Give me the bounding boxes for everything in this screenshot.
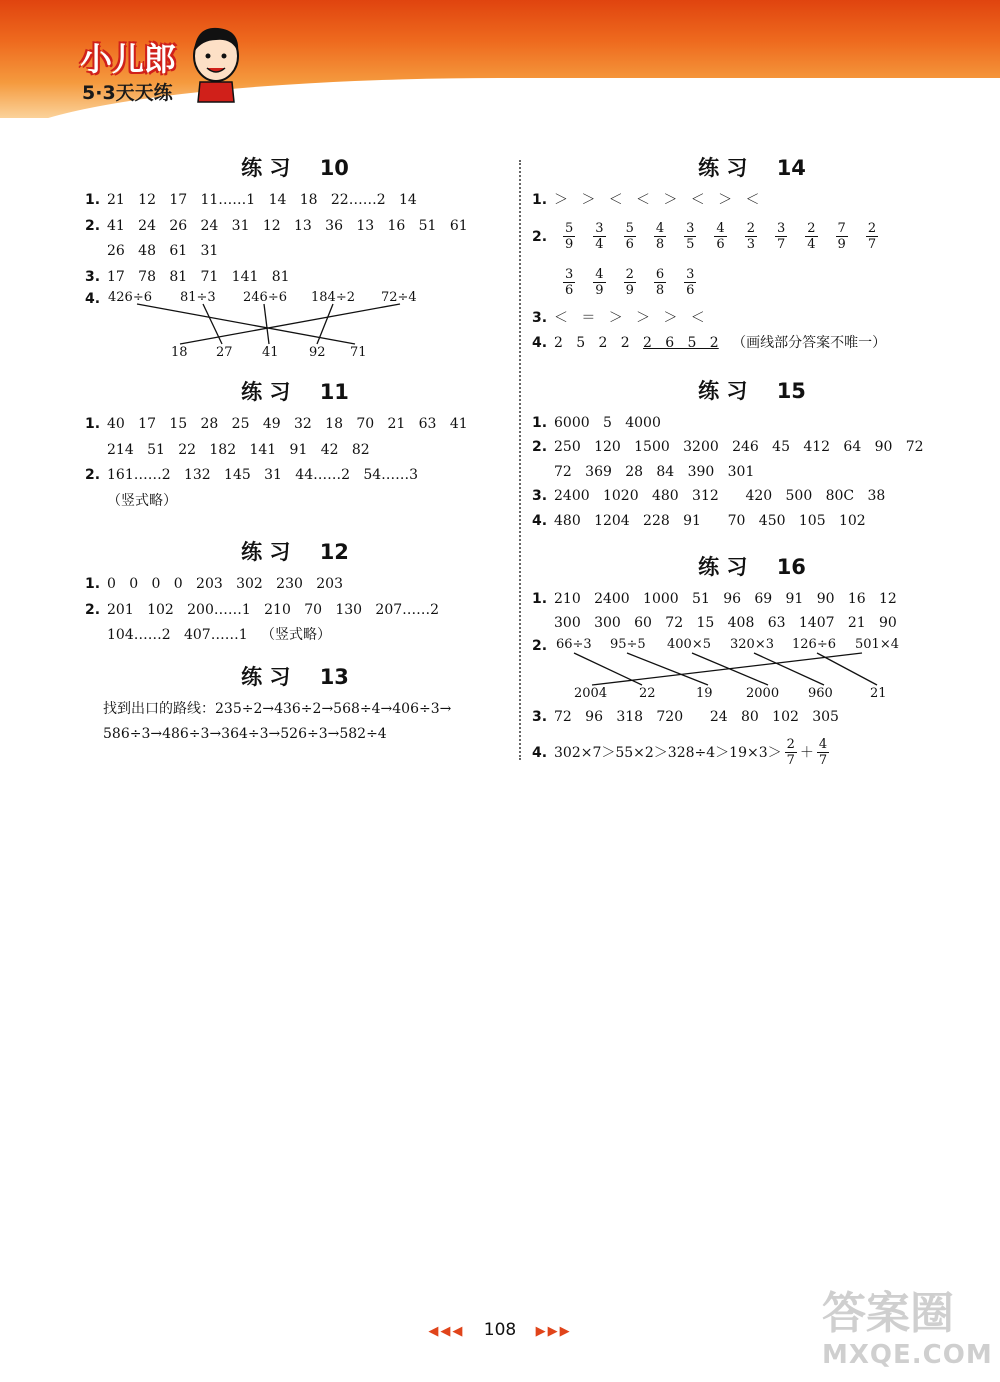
match-bottom: 41 [262, 345, 279, 360]
matching-diagram-16 [532, 635, 972, 701]
numerator: 2 [625, 267, 634, 282]
denominator: 9 [565, 237, 574, 252]
answer-line [532, 460, 972, 485]
section-number: 10 [319, 156, 349, 180]
answer-text: 21 12 17 11……1 14 18 22……2 14 [107, 192, 417, 208]
answer-line [532, 306, 972, 332]
operator: ＋ [799, 744, 814, 761]
match-bottom: 71 [350, 345, 367, 360]
denominator: 3 [746, 237, 755, 252]
answer-text: 201 102 200……1 210 70 130 207……2 [107, 601, 440, 618]
match-top: 320×3 [730, 637, 774, 652]
match-top: 81÷3 [180, 290, 216, 305]
denominator: 7 [867, 237, 877, 252]
fraction [805, 221, 817, 252]
section-number: 15 [776, 378, 806, 403]
answer-text: 161……2 132 145 31 44……2 54……3 [107, 467, 419, 483]
question-number: 2. [85, 217, 101, 234]
match-bottom: 22 [639, 686, 656, 701]
denominator: 9 [595, 283, 604, 298]
answer-text: 586÷3→486÷3→364÷3→526÷3→582÷4 [103, 726, 387, 742]
question-number: 4. [532, 512, 548, 529]
match-top: 400×5 [667, 637, 711, 652]
answer-line [85, 265, 505, 291]
match-bottom: 92 [309, 345, 326, 360]
page-number: 108 [483, 1320, 517, 1340]
numerator: 7 [837, 221, 846, 236]
answer-text: 2400 1020 480 312 420 500 80C 38 [554, 488, 886, 504]
watermark-text: MXQE.COM [822, 1340, 993, 1370]
fraction [775, 221, 787, 252]
answer-text: 210 2400 1000 51 96 69 91 90 16 12 [554, 591, 897, 607]
section-number: 13 [319, 664, 349, 689]
answer-text: 41 24 26 24 31 12 13 36 13 16 51 61 [107, 217, 468, 234]
denominator: 6 [716, 237, 725, 252]
answer-text: 104……2 407……1 （竖式略） [107, 627, 331, 643]
numerator: 4 [595, 267, 604, 282]
match-top: 66÷3 [556, 637, 592, 652]
section-title-16 [532, 547, 972, 587]
numerator: 4 [818, 737, 828, 752]
match-bottom: 18 [171, 345, 188, 360]
column-divider [519, 160, 521, 760]
watermark-logo: 答案圈 [822, 1288, 954, 1339]
question-number: 1. [532, 414, 548, 431]
answer-line [532, 509, 972, 534]
answer-line [532, 188, 972, 214]
brand-subtitle: 5·3天天练 [82, 82, 173, 104]
answer-text: 480 1204 228 91 70 450 105 102 [554, 512, 866, 529]
match-bottom: 27 [216, 345, 233, 360]
answer-text: 0 0 0 0 203 302 230 203 [107, 576, 343, 592]
match-top: 126÷6 [792, 637, 836, 652]
answer-text: 2 5 2 2 [554, 335, 644, 351]
answer-line [85, 572, 505, 598]
match-bottom: 2004 [574, 686, 608, 701]
numerator: 2 [807, 221, 816, 236]
answer-text: 302×7＞55×2＞328÷4＞19×3＞ [554, 744, 782, 761]
section-label: 练 习 [241, 380, 291, 404]
numerator: 4 [716, 221, 725, 236]
denominator: 7 [786, 753, 795, 768]
denominator: 6 [686, 283, 695, 298]
watermark [822, 1290, 997, 1378]
answer-text: 250 120 1500 3200 246 45 412 64 90 72 [554, 439, 924, 455]
match-bottom: 2000 [746, 686, 780, 701]
answer-text: ＞ ＞ ＜ ＜ ＞ ＜ ＞ ＜ [554, 192, 760, 208]
section-label: 练 习 [698, 156, 748, 180]
question-number: 3. [85, 268, 101, 285]
question-number: 2. [85, 467, 101, 483]
answer-line [532, 587, 972, 611]
match-top: 246÷6 [243, 290, 287, 305]
section-title-12 [85, 532, 505, 572]
fraction-list [554, 267, 705, 298]
section-title-13 [85, 657, 505, 697]
question-number: 3. [532, 709, 548, 725]
answer-line [532, 611, 972, 635]
answer-text: 300 300 60 72 15 408 63 1407 21 90 [554, 615, 897, 631]
right-column [532, 148, 972, 775]
match-bottom: 19 [696, 686, 713, 701]
fraction [593, 221, 605, 252]
match-top: 501×4 [855, 637, 899, 652]
section-label: 练 习 [241, 540, 291, 564]
answer-text: 214 51 22 182 141 91 42 82 [107, 441, 370, 458]
fraction [624, 267, 636, 298]
section-label: 练 习 [241, 664, 291, 689]
fraction [654, 267, 666, 298]
denominator: 4 [807, 237, 816, 252]
fraction [817, 737, 829, 768]
answer-line [532, 484, 972, 509]
answer-text: 72 369 28 84 390 301 [554, 463, 755, 480]
answer-line [85, 598, 505, 624]
question-number: 4. [532, 335, 548, 351]
question-number: 4. [532, 744, 548, 761]
match-bottom: 21 [870, 686, 887, 701]
fraction [593, 267, 605, 298]
question-number: 4. [85, 291, 101, 307]
answer-line [532, 331, 972, 357]
section-number: 14 [776, 156, 806, 180]
question-number: 1. [85, 416, 101, 432]
answer-line [85, 239, 505, 265]
section-label: 练 习 [698, 555, 748, 579]
numerator: 3 [565, 267, 574, 282]
answer-text: 72 96 318 720 24 80 102 305 [554, 709, 839, 725]
fraction [563, 221, 575, 252]
answer-note: （竖式略） [107, 492, 177, 509]
numerator: 2 [786, 737, 795, 752]
match-top: 95÷5 [610, 637, 646, 652]
denominator: 5 [686, 237, 695, 252]
numerator: 4 [655, 221, 665, 236]
answer-text: 40 17 15 28 25 49 32 18 70 21 63 41 [107, 416, 468, 432]
mascot-boy-icon [186, 22, 246, 104]
numerator: 3 [686, 267, 695, 282]
answer-text: 找到出口的路线：235÷2→436÷2→568÷4→406÷3→ [103, 700, 452, 717]
left-column [85, 148, 505, 748]
section-number: 12 [319, 540, 349, 564]
denominator: 8 [655, 237, 665, 252]
denominator: 9 [625, 283, 634, 298]
numerator: 2 [867, 221, 877, 236]
answer-line [532, 731, 972, 775]
numerator: 5 [625, 221, 634, 236]
fraction [836, 221, 848, 252]
denominator: 6 [565, 283, 574, 298]
numerator: 3 [595, 221, 604, 236]
denominator: 8 [655, 283, 665, 298]
section-title-14 [532, 148, 972, 188]
numerator: 2 [746, 221, 755, 236]
brand-logo: 小儿郎 [80, 40, 177, 78]
fraction [624, 221, 636, 252]
question-number: 1. [85, 192, 101, 208]
fraction [866, 221, 878, 252]
answer-line [85, 214, 505, 240]
question-number: 2. [532, 638, 548, 654]
answer-line [85, 438, 505, 464]
section-title-11 [85, 372, 505, 412]
answer-line [85, 623, 505, 649]
answer-text: ＜ ＝ ＞ ＞ ＞ ＜ [554, 309, 705, 326]
answer-text: 26 48 61 31 [107, 243, 219, 259]
section-number: 11 [319, 380, 349, 404]
section-number: 16 [776, 555, 806, 579]
question-number: 1. [532, 192, 548, 208]
question-number: 3. [532, 309, 548, 326]
numerator: 3 [686, 221, 695, 236]
match-top: 184÷2 [311, 290, 355, 305]
section-label: 练 习 [241, 156, 291, 180]
question-number: 3. [532, 488, 548, 504]
denominator: 7 [818, 753, 828, 768]
answer-line [85, 697, 505, 723]
answer-line [85, 412, 505, 438]
answer-line [85, 489, 505, 515]
answer-underlined: 2 6 5 2 [643, 335, 719, 351]
answer-note: （画线部分答案不唯一） [732, 335, 887, 351]
answer-text: 6000 5 4000 [554, 414, 661, 431]
fraction-row [532, 214, 972, 260]
match-top: 426÷6 [108, 290, 152, 305]
numerator: 6 [655, 267, 665, 282]
answer-line [532, 705, 972, 731]
fraction [714, 221, 726, 252]
section-title-10 [85, 148, 505, 188]
denominator: 9 [837, 237, 846, 252]
answer-line [85, 722, 505, 748]
fraction [684, 267, 696, 298]
question-number: 2. [85, 601, 101, 618]
denominator: 4 [595, 237, 604, 252]
fraction [785, 737, 797, 768]
denominator: 6 [625, 237, 634, 252]
answer-text: 17 78 81 71 141 81 [107, 268, 290, 285]
answer-line [532, 411, 972, 436]
question-number: 2. [532, 228, 548, 245]
next-marks-icon: ▶▶▶ [535, 1324, 572, 1339]
question-number: 2. [532, 439, 548, 455]
matching-diagram-10 [85, 290, 505, 360]
answer-line [85, 463, 505, 489]
match-bottom: 960 [808, 686, 833, 701]
fraction [563, 267, 575, 298]
numerator: 3 [776, 221, 786, 236]
prev-marks-icon: ◀◀◀ [428, 1324, 465, 1339]
answer-line [85, 188, 505, 214]
fraction [654, 221, 666, 252]
question-number: 1. [85, 576, 101, 592]
fraction-row [532, 260, 972, 306]
answer-line [532, 435, 972, 460]
section-title-15 [532, 371, 972, 411]
fraction [745, 221, 757, 252]
numerator: 5 [565, 221, 574, 236]
fraction [684, 221, 696, 252]
match-top: 72÷4 [381, 290, 417, 305]
question-number: 1. [532, 591, 548, 607]
denominator: 7 [776, 237, 786, 252]
fraction-list [554, 221, 887, 252]
section-label: 练 习 [698, 378, 748, 403]
